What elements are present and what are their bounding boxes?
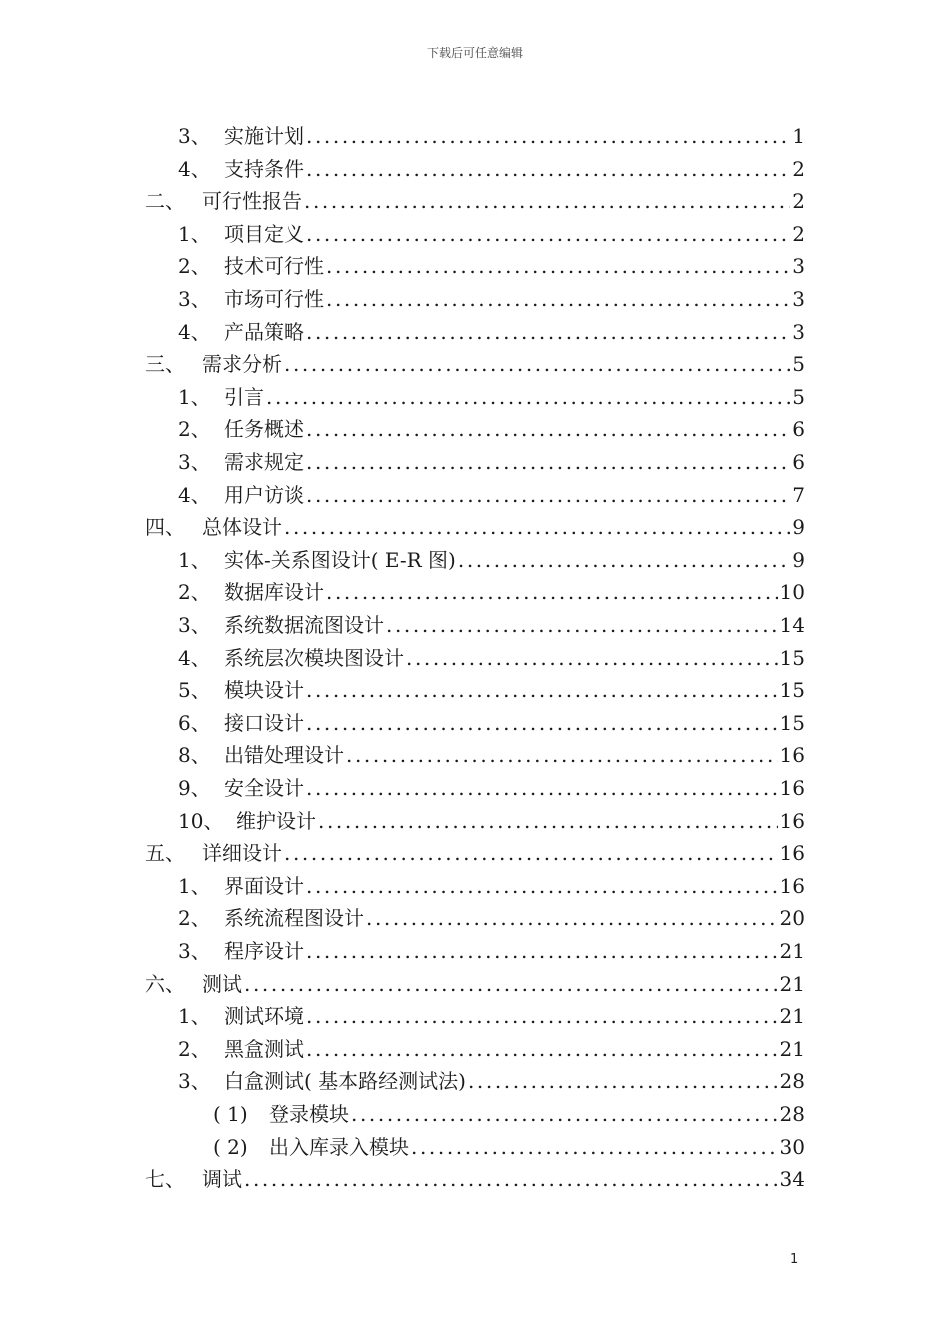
toc-entry-page: 3	[792, 254, 805, 279]
toc-entry-number: 4、	[178, 645, 211, 670]
toc-entry-title: 调试	[202, 1167, 242, 1192]
toc-entry-page: 14	[779, 613, 805, 637]
toc-entry[interactable]	[178, 120, 805, 152]
toc-entry-title: 详细设计	[202, 841, 282, 866]
toc-entry[interactable]	[145, 837, 805, 869]
toc-entry-page: 28	[779, 1102, 805, 1126]
toc-entry-number: 2、	[178, 254, 211, 279]
toc-entry-number: 1、	[178, 547, 211, 572]
toc-entry-title: 模块设计	[224, 678, 304, 703]
toc-entry[interactable]	[178, 381, 805, 413]
toc-entry[interactable]	[145, 511, 805, 543]
toc-leader-dots	[244, 968, 778, 1000]
toc-entry-title: 任务概述	[224, 417, 304, 442]
toc-entry[interactable]	[178, 609, 805, 641]
toc-entry-title: 白盒测试( 基本路经测试法)	[224, 1069, 466, 1094]
toc-entry-page: 30	[779, 1134, 805, 1159]
toc-entry[interactable]	[145, 968, 805, 1000]
toc-leader-dots	[306, 316, 790, 348]
toc-entry-number: 二、	[145, 189, 185, 214]
toc-entry-title: 产品策略	[224, 319, 304, 344]
toc-leader-dots	[406, 642, 778, 674]
toc-leader-dots	[411, 1131, 778, 1163]
toc-entry-page: 2	[792, 221, 805, 246]
toc-entry-title: 引言	[224, 384, 264, 409]
toc-entry-title: 程序设计	[224, 939, 304, 963]
toc-entry-page: 15	[779, 678, 805, 703]
toc-entry-title: 接口设计	[224, 710, 304, 735]
toc-entry-title: 安全设计	[224, 776, 304, 800]
toc-leader-dots	[306, 707, 778, 739]
toc-entry-page: 20	[779, 906, 805, 931]
toc-entry-number: 3、	[178, 939, 211, 963]
toc-leader-dots	[318, 805, 778, 837]
toc-leader-dots	[458, 544, 790, 576]
toc-entry-number: ( 1)	[213, 1102, 248, 1126]
toc-entry-page: 9	[792, 515, 805, 540]
toc-leader-dots	[284, 511, 790, 543]
toc-entry-title: 总体设计	[202, 515, 282, 540]
toc-entry-title: 测试	[202, 971, 242, 996]
toc-entry-number: 6、	[178, 710, 211, 735]
toc-entry-page: 2	[792, 189, 805, 214]
toc-entry-page: 21	[779, 971, 805, 996]
toc-entry-title: 出错处理设计	[224, 743, 344, 768]
toc-entry-page: 9	[792, 547, 805, 572]
toc-leader-dots	[306, 1000, 778, 1032]
toc-entry[interactable]	[178, 479, 805, 511]
toc-entry-page: 1	[792, 124, 805, 148]
toc-entry-title: 需求分析	[202, 352, 282, 377]
toc-entry[interactable]	[178, 283, 805, 315]
toc-leader-dots	[304, 185, 790, 217]
toc-entry-number: 2、	[178, 906, 211, 931]
toc-entry[interactable]	[178, 218, 805, 250]
toc-entry-page: 6	[792, 450, 805, 474]
toc-entry-number: 1、	[178, 221, 211, 246]
toc-entry[interactable]	[145, 1163, 805, 1195]
toc-entry[interactable]	[145, 348, 805, 380]
toc-entry-page: 15	[779, 645, 805, 670]
toc-leader-dots	[326, 250, 790, 282]
toc-leader-dots	[326, 576, 778, 608]
toc-entry[interactable]	[178, 902, 805, 934]
toc-leader-dots	[266, 381, 790, 413]
toc-entry-title: 测试环境	[224, 1004, 304, 1029]
toc-entry-number: 1、	[178, 873, 211, 898]
toc-leader-dots	[306, 446, 790, 478]
toc-leader-dots	[284, 837, 778, 869]
toc-entry[interactable]	[213, 1098, 805, 1130]
toc-leader-dots	[306, 1033, 778, 1065]
toc-entry-number: 4、	[178, 319, 211, 344]
toc-entry-page: 34	[779, 1167, 805, 1192]
toc-entry-number: 1、	[178, 1004, 211, 1029]
toc-entry-title: 市场可行性	[224, 287, 324, 311]
toc-entry[interactable]	[178, 250, 805, 282]
toc-entry[interactable]	[178, 1033, 805, 1065]
toc-entry-number: 3、	[178, 450, 211, 474]
toc-entry-page: 28	[779, 1069, 805, 1094]
toc-leader-dots	[306, 935, 778, 967]
toc-leader-dots	[306, 120, 790, 152]
toc-leader-dots	[306, 674, 778, 706]
toc-entry-title: 需求规定	[224, 450, 304, 474]
toc-entry-number: ( 2)	[213, 1134, 248, 1159]
toc-entry-number: 四、	[145, 515, 185, 540]
toc-entry-page: 5	[792, 352, 805, 377]
toc-entry-title: 系统层次模块图设计	[224, 645, 404, 670]
toc-entry[interactable]	[178, 576, 805, 608]
toc-entry[interactable]	[178, 446, 805, 478]
toc-entry-page: 2	[792, 156, 805, 181]
toc-entry[interactable]	[178, 805, 805, 837]
toc-entry[interactable]	[178, 544, 805, 576]
toc-entry[interactable]	[178, 642, 805, 674]
toc-leader-dots	[351, 1098, 778, 1130]
toc-entry-title: 黑盒测试	[224, 1036, 304, 1061]
toc-leader-dots	[306, 413, 790, 445]
toc-leader-dots	[306, 870, 778, 902]
page-header: 下载后可任意编辑	[426, 46, 523, 60]
toc-entry-title: 实施计划	[224, 124, 304, 148]
toc-entry-title: 技术可行性	[224, 254, 324, 279]
toc-leader-dots	[306, 153, 790, 185]
toc-entry-title: 界面设计	[224, 873, 304, 898]
toc-entry-page: 5	[792, 384, 805, 409]
toc-leader-dots	[346, 739, 778, 771]
toc-entry[interactable]	[178, 674, 805, 706]
toc-entry-page: 16	[779, 808, 805, 833]
toc-entry-number: 8、	[178, 743, 211, 768]
toc-entry-number: 4、	[178, 156, 211, 181]
toc-leader-dots	[386, 609, 778, 641]
toc-entry-page: 16	[779, 776, 805, 800]
toc-entry-page: 21	[779, 1036, 805, 1061]
toc-entry-number: 2、	[178, 580, 211, 605]
toc-entry-number: 4、	[178, 482, 211, 507]
toc-leader-dots	[366, 902, 778, 934]
toc-entry-title: 可行性报告	[202, 189, 302, 214]
toc-leader-dots	[284, 348, 790, 380]
toc-entry-page: 6	[792, 417, 805, 442]
toc-leader-dots	[468, 1065, 778, 1097]
toc-leader-dots	[306, 479, 790, 511]
toc-entry-page: 21	[779, 939, 805, 963]
toc-entry-page: 10	[779, 580, 805, 605]
toc-entry-title: 项目定义	[224, 221, 304, 246]
toc-entry-number: 七、	[145, 1167, 185, 1192]
toc-entry-number: 1、	[178, 384, 211, 409]
toc-entry-page: 3	[792, 287, 805, 311]
toc-entry[interactable]	[178, 772, 805, 804]
toc-entry[interactable]	[178, 153, 805, 185]
toc-entry-page: 16	[779, 743, 805, 768]
toc-entry-title: 支持条件	[224, 156, 304, 181]
toc-entry[interactable]	[178, 739, 805, 771]
toc-entry-page: 21	[779, 1004, 805, 1029]
toc-entry[interactable]	[178, 1000, 805, 1032]
toc-entry[interactable]	[178, 316, 805, 348]
toc-entry-number: 3、	[178, 613, 211, 637]
toc-entry[interactable]	[213, 1131, 805, 1163]
toc-entry-title: 系统流程图设计	[224, 906, 364, 931]
toc-entry-number: 三、	[145, 352, 185, 377]
toc-entry[interactable]	[145, 185, 805, 217]
toc-entry-number: 3、	[178, 287, 211, 311]
toc-leader-dots	[306, 772, 778, 804]
toc-entry-page: 15	[779, 710, 805, 735]
toc-entry-title: 登录模块	[269, 1102, 349, 1126]
toc-entry-title: 系统数据流图设计	[224, 613, 384, 637]
toc-entry[interactable]	[178, 413, 805, 445]
toc-entry-number: 10、	[178, 808, 224, 833]
toc-entry-title: 用户访谈	[224, 482, 304, 507]
toc-entry-title: 维护设计	[236, 808, 316, 833]
toc-entry-title: 数据库设计	[224, 580, 324, 605]
toc-entry-page: 3	[792, 319, 805, 344]
toc-entry-number: 五、	[145, 841, 185, 866]
toc-entry-page: 16	[779, 873, 805, 898]
toc-entry-number: 3、	[178, 1069, 211, 1094]
toc-leader-dots	[306, 218, 790, 250]
toc-leader-dots	[326, 283, 790, 315]
toc-entry-number: 2、	[178, 1036, 211, 1061]
toc-entry[interactable]	[178, 935, 805, 967]
toc-entry-number: 3、	[178, 124, 211, 148]
toc-entry-number: 2、	[178, 417, 211, 442]
toc-entry-number: 9、	[178, 776, 211, 800]
toc-entry-number: 六、	[145, 971, 185, 996]
toc-entry-title: 出入库录入模块	[269, 1134, 409, 1159]
toc-entry-page: 16	[779, 841, 805, 866]
toc-entry[interactable]	[178, 1065, 805, 1097]
toc-entry[interactable]	[178, 707, 805, 739]
page-number: 1	[790, 1252, 799, 1267]
toc-entry[interactable]	[178, 870, 805, 902]
toc-entry-title: 实体-关系图设计( E-R 图)	[224, 547, 456, 572]
toc-entry-number: 5、	[178, 678, 211, 703]
toc-entry-page: 7	[792, 482, 805, 507]
toc-leader-dots	[244, 1163, 778, 1195]
